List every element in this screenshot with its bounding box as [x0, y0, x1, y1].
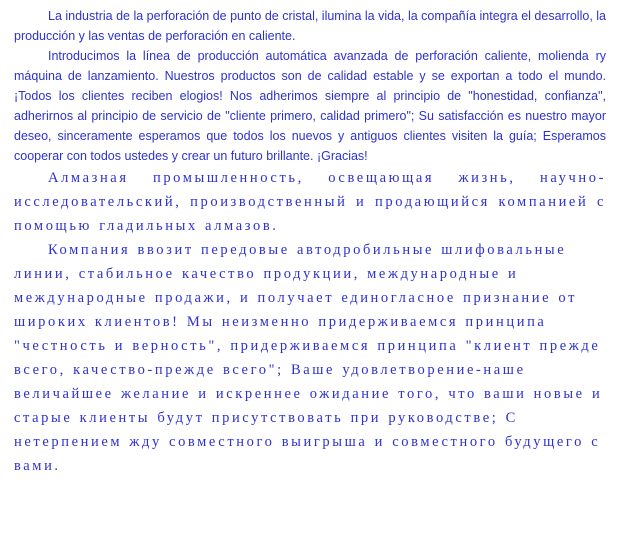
- document-body: [14, 6, 606, 478]
- paragraph-russian-2: Компания ввозит передовые автодробильные шлифовальные линии, стабильное качество продукции, международные и международные продажи, и получает единогласное признание от широких клиентов! Мы неизменно придерживаемся принципа "честность и верность", придерживаемся принципа "клиент прежде всего, качество-прежде всего"; Ваше удовлетворение-наше величайшее желание и искреннее ожидание того, что ваши новые и старые клиенты будут присутствовать при руководстве; С нетерпением жду совместного выигрыша и совместного будущего с вами.: [14, 242, 603, 474]
- paragraph-spanish-1: La industria de la perforación de punto de cristal, ilumina la vida, la compañía integra el desarrollo, la producción y las ventas de perforación en caliente.: [14, 9, 606, 43]
- paragraph-spanish-2: Introducimos la línea de producción automática avanzada de perforación caliente, molienda ry máquina de lanzamiento. Nuestros productos son de calidad estable y se exportan a todo el mundo. ¡Todos los clientes reciben elogios! Nos adherimos siempre al principio de "honestidad, confianza", adherirnos al principio de servicio de "cliente primero, calidad primero"; Su satisfacción es nuestro mayor deseo, sinceramente esperamos que todos los nuevos y antiguos clientes visiten la guía; Esperamos cooperar con todos ustedes y crear un futuro brillante. ¡Gracias!: [14, 49, 606, 163]
- paragraph-russian-1: Алмазная промышленность, освещающая жизнь, научно-исследовательский, производственный и продающийся компанией с помощью гладильных алмазов.: [14, 170, 606, 234]
